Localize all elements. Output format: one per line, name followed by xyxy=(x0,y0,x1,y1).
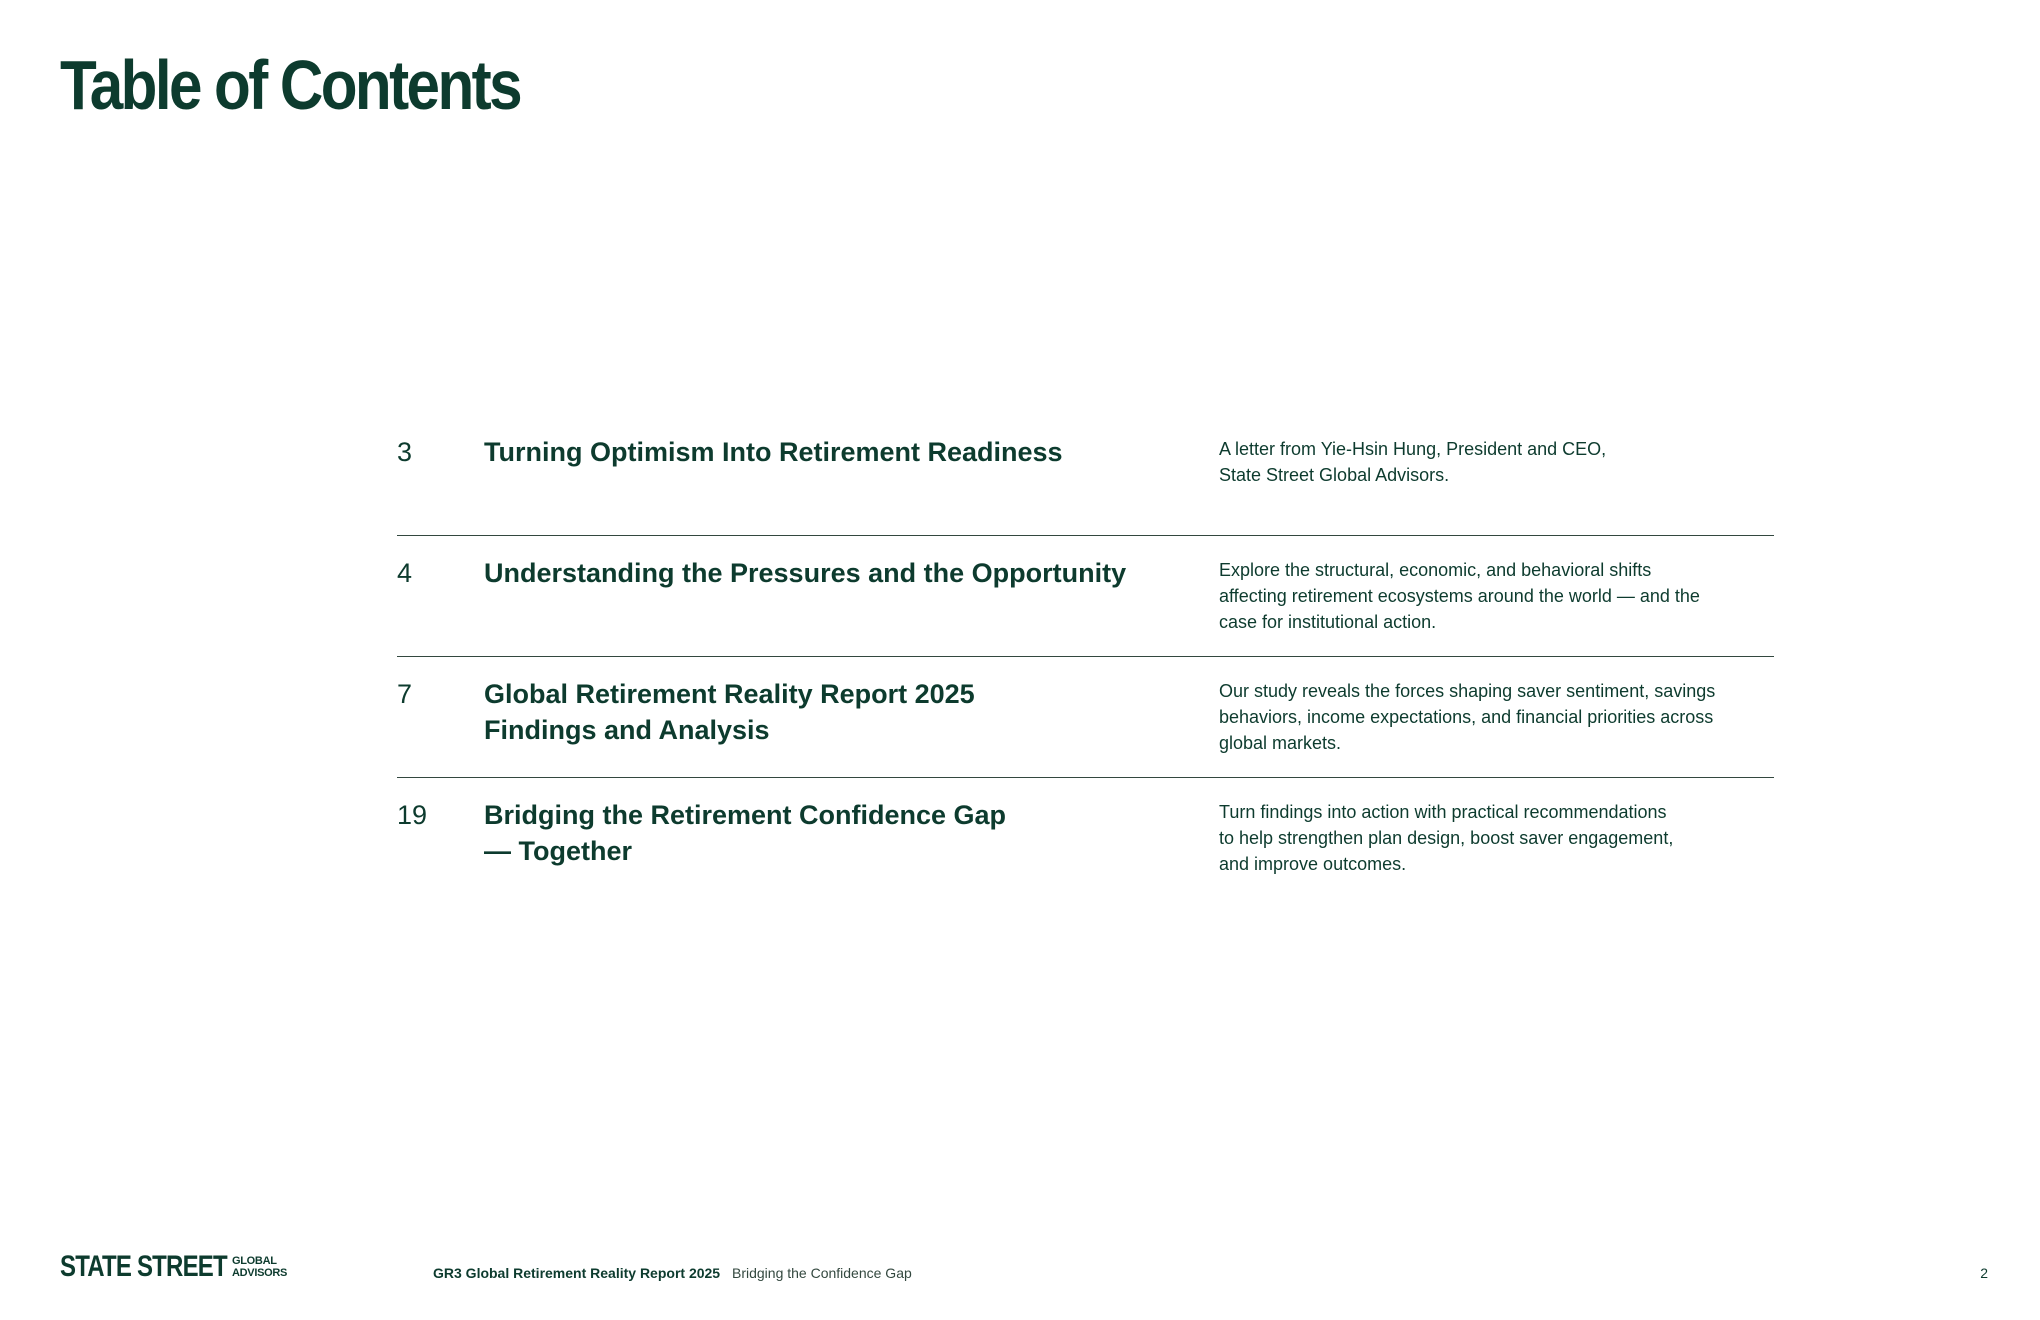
toc-heading[interactable]: Turning Optimism Into Retirement Readiness xyxy=(484,437,1063,467)
toc-description: Our study reveals the forces shaping saver sentiment, savings behaviors, income expectations, and financial priorities across global markets. xyxy=(1219,681,1716,753)
toc-entry[interactable] xyxy=(397,657,1774,778)
footer-report-info xyxy=(433,1263,912,1283)
table-of-contents xyxy=(397,410,1774,899)
toc-description: A letter from Yie-Hsin Hung, President and CEO, State Street Global Advisors. xyxy=(1219,439,1607,485)
logo-sub-global: GLOBAL xyxy=(232,1255,277,1267)
toc-heading[interactable]: Understanding the Pressures and the Opportunity xyxy=(484,558,1127,588)
footer-report-title: GR3 Global Retirement Reality Report 2025 xyxy=(433,1265,721,1281)
footer-report-subtitle: Bridging the Confidence Gap xyxy=(731,1265,912,1281)
toc-heading[interactable]: Bridging the Retirement Confidence Gap — Together xyxy=(484,800,1007,866)
toc-heading[interactable]: Global Retirement Reality Report 2025 Findings and Analysis xyxy=(484,679,975,745)
state-street-logo xyxy=(60,1252,287,1282)
logo-subtext xyxy=(232,1255,287,1279)
toc-page-number: 4 xyxy=(397,558,413,588)
toc-page-number: 19 xyxy=(397,800,428,830)
toc-entry[interactable] xyxy=(397,536,1774,657)
toc-page-number: 3 xyxy=(397,437,413,467)
toc-entry[interactable] xyxy=(397,778,1774,899)
toc-description: Turn findings into action with practical recommendations to help strengthen plan design, boost saver engagement, and improve outcomes. xyxy=(1219,802,1674,874)
page-title: Table of Contents xyxy=(60,46,521,124)
toc-page-number: 7 xyxy=(397,679,413,709)
toc-entry[interactable] xyxy=(397,410,1774,536)
logo-sub-advisors: ADVISORS xyxy=(232,1267,288,1279)
page-number: 2 xyxy=(1980,1265,1988,1281)
toc-description: Explore the structural, economic, and behavioral shifts affecting retirement ecosystems around the world — and the case for institutional action. xyxy=(1219,560,1700,632)
logo-wordmark: STATE STREET xyxy=(60,1250,227,1283)
